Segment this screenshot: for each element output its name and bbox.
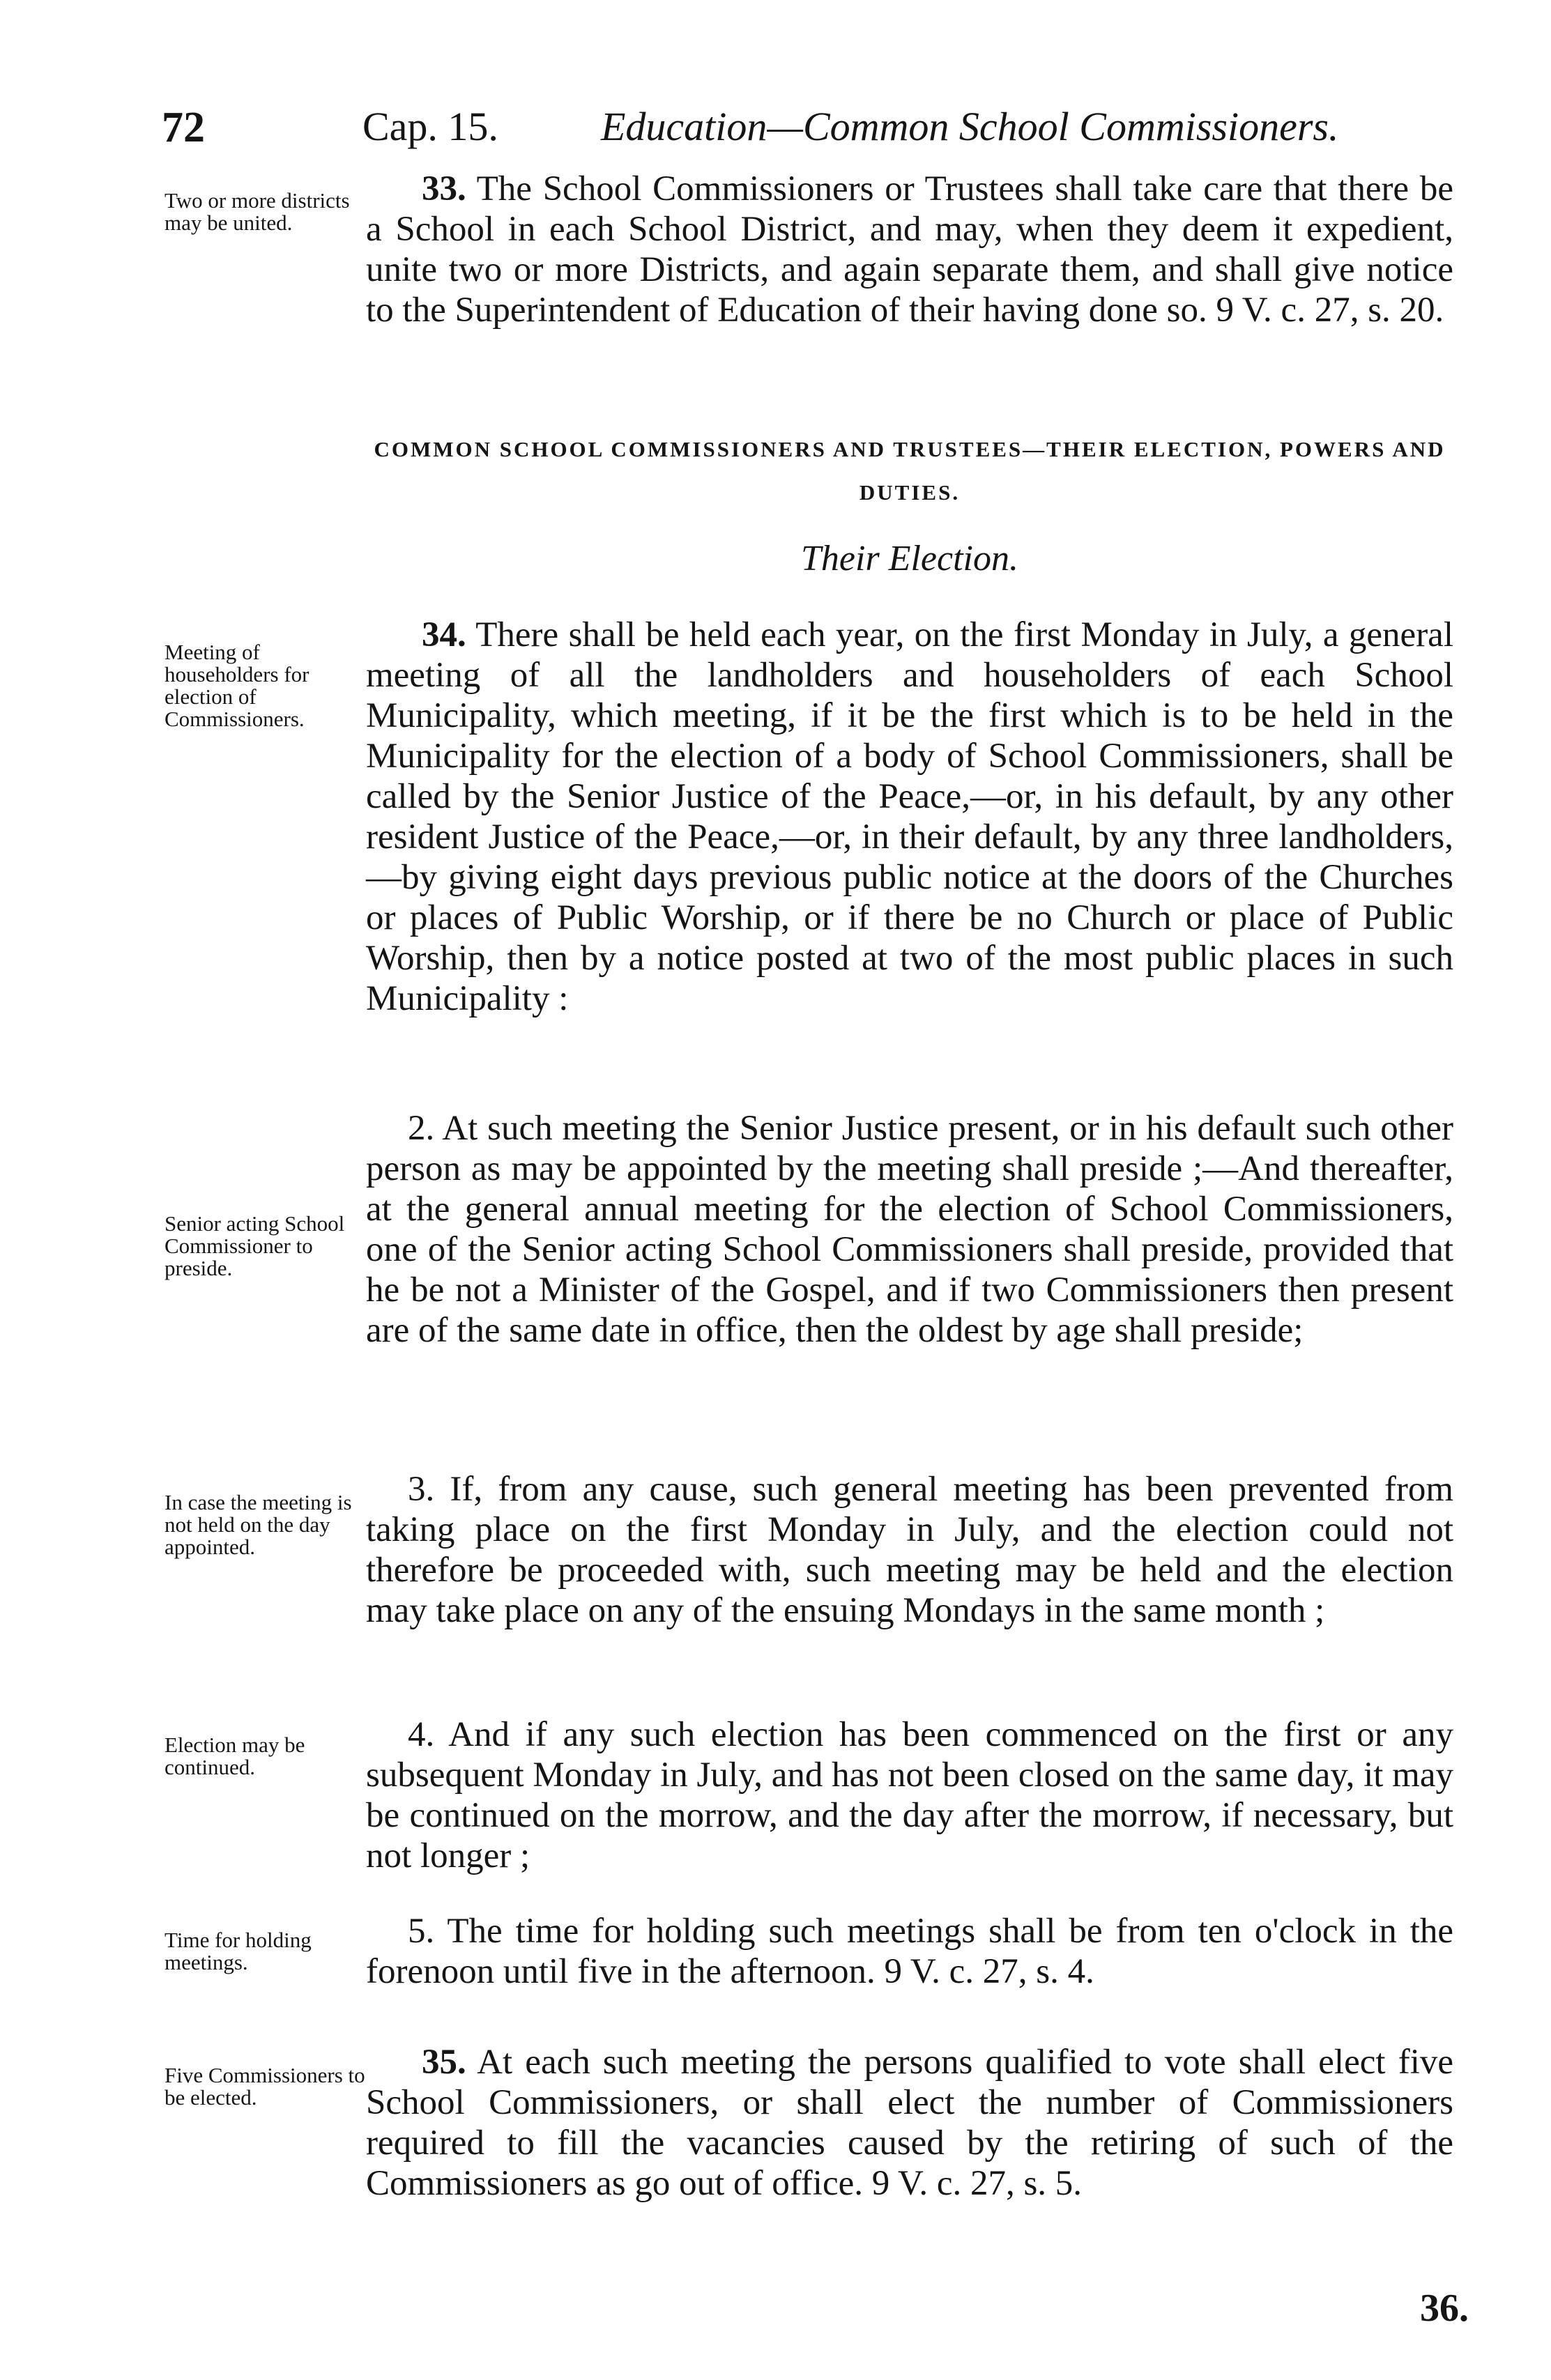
section-34-text: There shall be held each year, on the first Monday in July, a general meeting of all the landholders and householders of each School Municipality, which meeting, if it be the first which is to be held in the Municipality for the election of a body of School Commissioners, shall be called by the Senior Justice of the Peace,—or, in his default, by any other resident Justice of the Peace,—or, in their default, by any three landholders,—by giving eight days previous public notice at the doors of the Churches or places of Public Worship, or if there be no Church or place of Public Worship, then by a notice posted at two of the most public places in such Municipality :: [366, 615, 1453, 1018]
subsection-34-2: 2. At such meeting the Senior Justice present, or in his default such other person as may be appointed by the meeting shall preside ;—And thereafter, at the general annual meeting for the election of School Commissioners, one of the Senior acting School Commissioners shall preside, provided that he be not a Minister of the Gospel, and if two Commissioners then present are of the same date in office, then the oldest by age shall preside;: [366, 1109, 1453, 1350]
running-title: Education—Common School Commissioners.: [601, 104, 1339, 149]
page-number: 72: [162, 104, 205, 151]
subsection-34-3: 3. If, from any cause, such general meeting has been prevented from taking place on the first Monday in July, and the election could not therefore be proceeded with, such meeting may be held and the election may take place on any of the ensuing Mondays in the same month ;: [366, 1470, 1453, 1630]
section-35-text: At each such meeting the persons qualified to vote shall elect five School Commissioners, or shall elect the number of Commissioners required to fill the vacancies caused by the retiring of such of the Commissioners as go out of office. 9 V. c. 27, s. 5.: [366, 2043, 1454, 2203]
section-33: [366, 169, 1453, 330]
section-33-text: The School Commissioners or Trustees shall take care that there be a School in each School District, and may, when they deem it expedient, unite two or more Districts, and again separate them, and shall give notice to the Superintendent of Education of their having done so. 9 V. c. 27, s. 20.: [366, 169, 1453, 330]
catchword: 36.: [1420, 2287, 1469, 2330]
section-35: [366, 2042, 1453, 2204]
subheading-their-election: Their Election.: [801, 539, 1018, 578]
subsection-34-4: 4. And if any such election has been commenced on the first or any subsequent Monday in July, and has not been closed on the same day, it may be continued on the morrow, and the day after the morrow, if necessary, but not longer ;: [366, 1715, 1453, 1875]
section-35-number: 35.: [422, 2043, 466, 2082]
margin-note-time-for-meetings: Time for holding meetings.: [165, 1928, 312, 1974]
margin-note-meeting-not-held: In case the meeting is not held on the day appointed.: [165, 1490, 352, 1559]
subsection-34-5: 5. The time for holding such meetings shall be from ten o'clock in the forenoon until five in the afternoon. 9 V. c. 27, s. 4.: [366, 1912, 1453, 1991]
section-34-number: 34.: [422, 615, 466, 654]
margin-note-five-commissioners: Five Commissioners to be elected.: [165, 2063, 365, 2110]
margin-note-senior-commissioner-preside: Senior acting School Commissioner to preside.: [165, 1211, 345, 1280]
margin-note-districts-united: Two or more districts may be united.: [165, 188, 350, 235]
section-heading: COMMON SCHOOL COMMISSIONERS AND TRUSTEES—THEIR ELECTION, POWERS AND DUTIES.: [374, 437, 1446, 505]
running-header: [0, 103, 1551, 159]
chapter-reference: Cap. 15.: [362, 104, 498, 149]
section-33-number: 33.: [422, 169, 466, 208]
margin-note-meeting-of-householders: Meeting of householders for election of Commissioners.: [165, 640, 310, 731]
section-34: [366, 615, 1453, 1019]
margin-note-election-continued: Election may be continued.: [165, 1733, 305, 1779]
